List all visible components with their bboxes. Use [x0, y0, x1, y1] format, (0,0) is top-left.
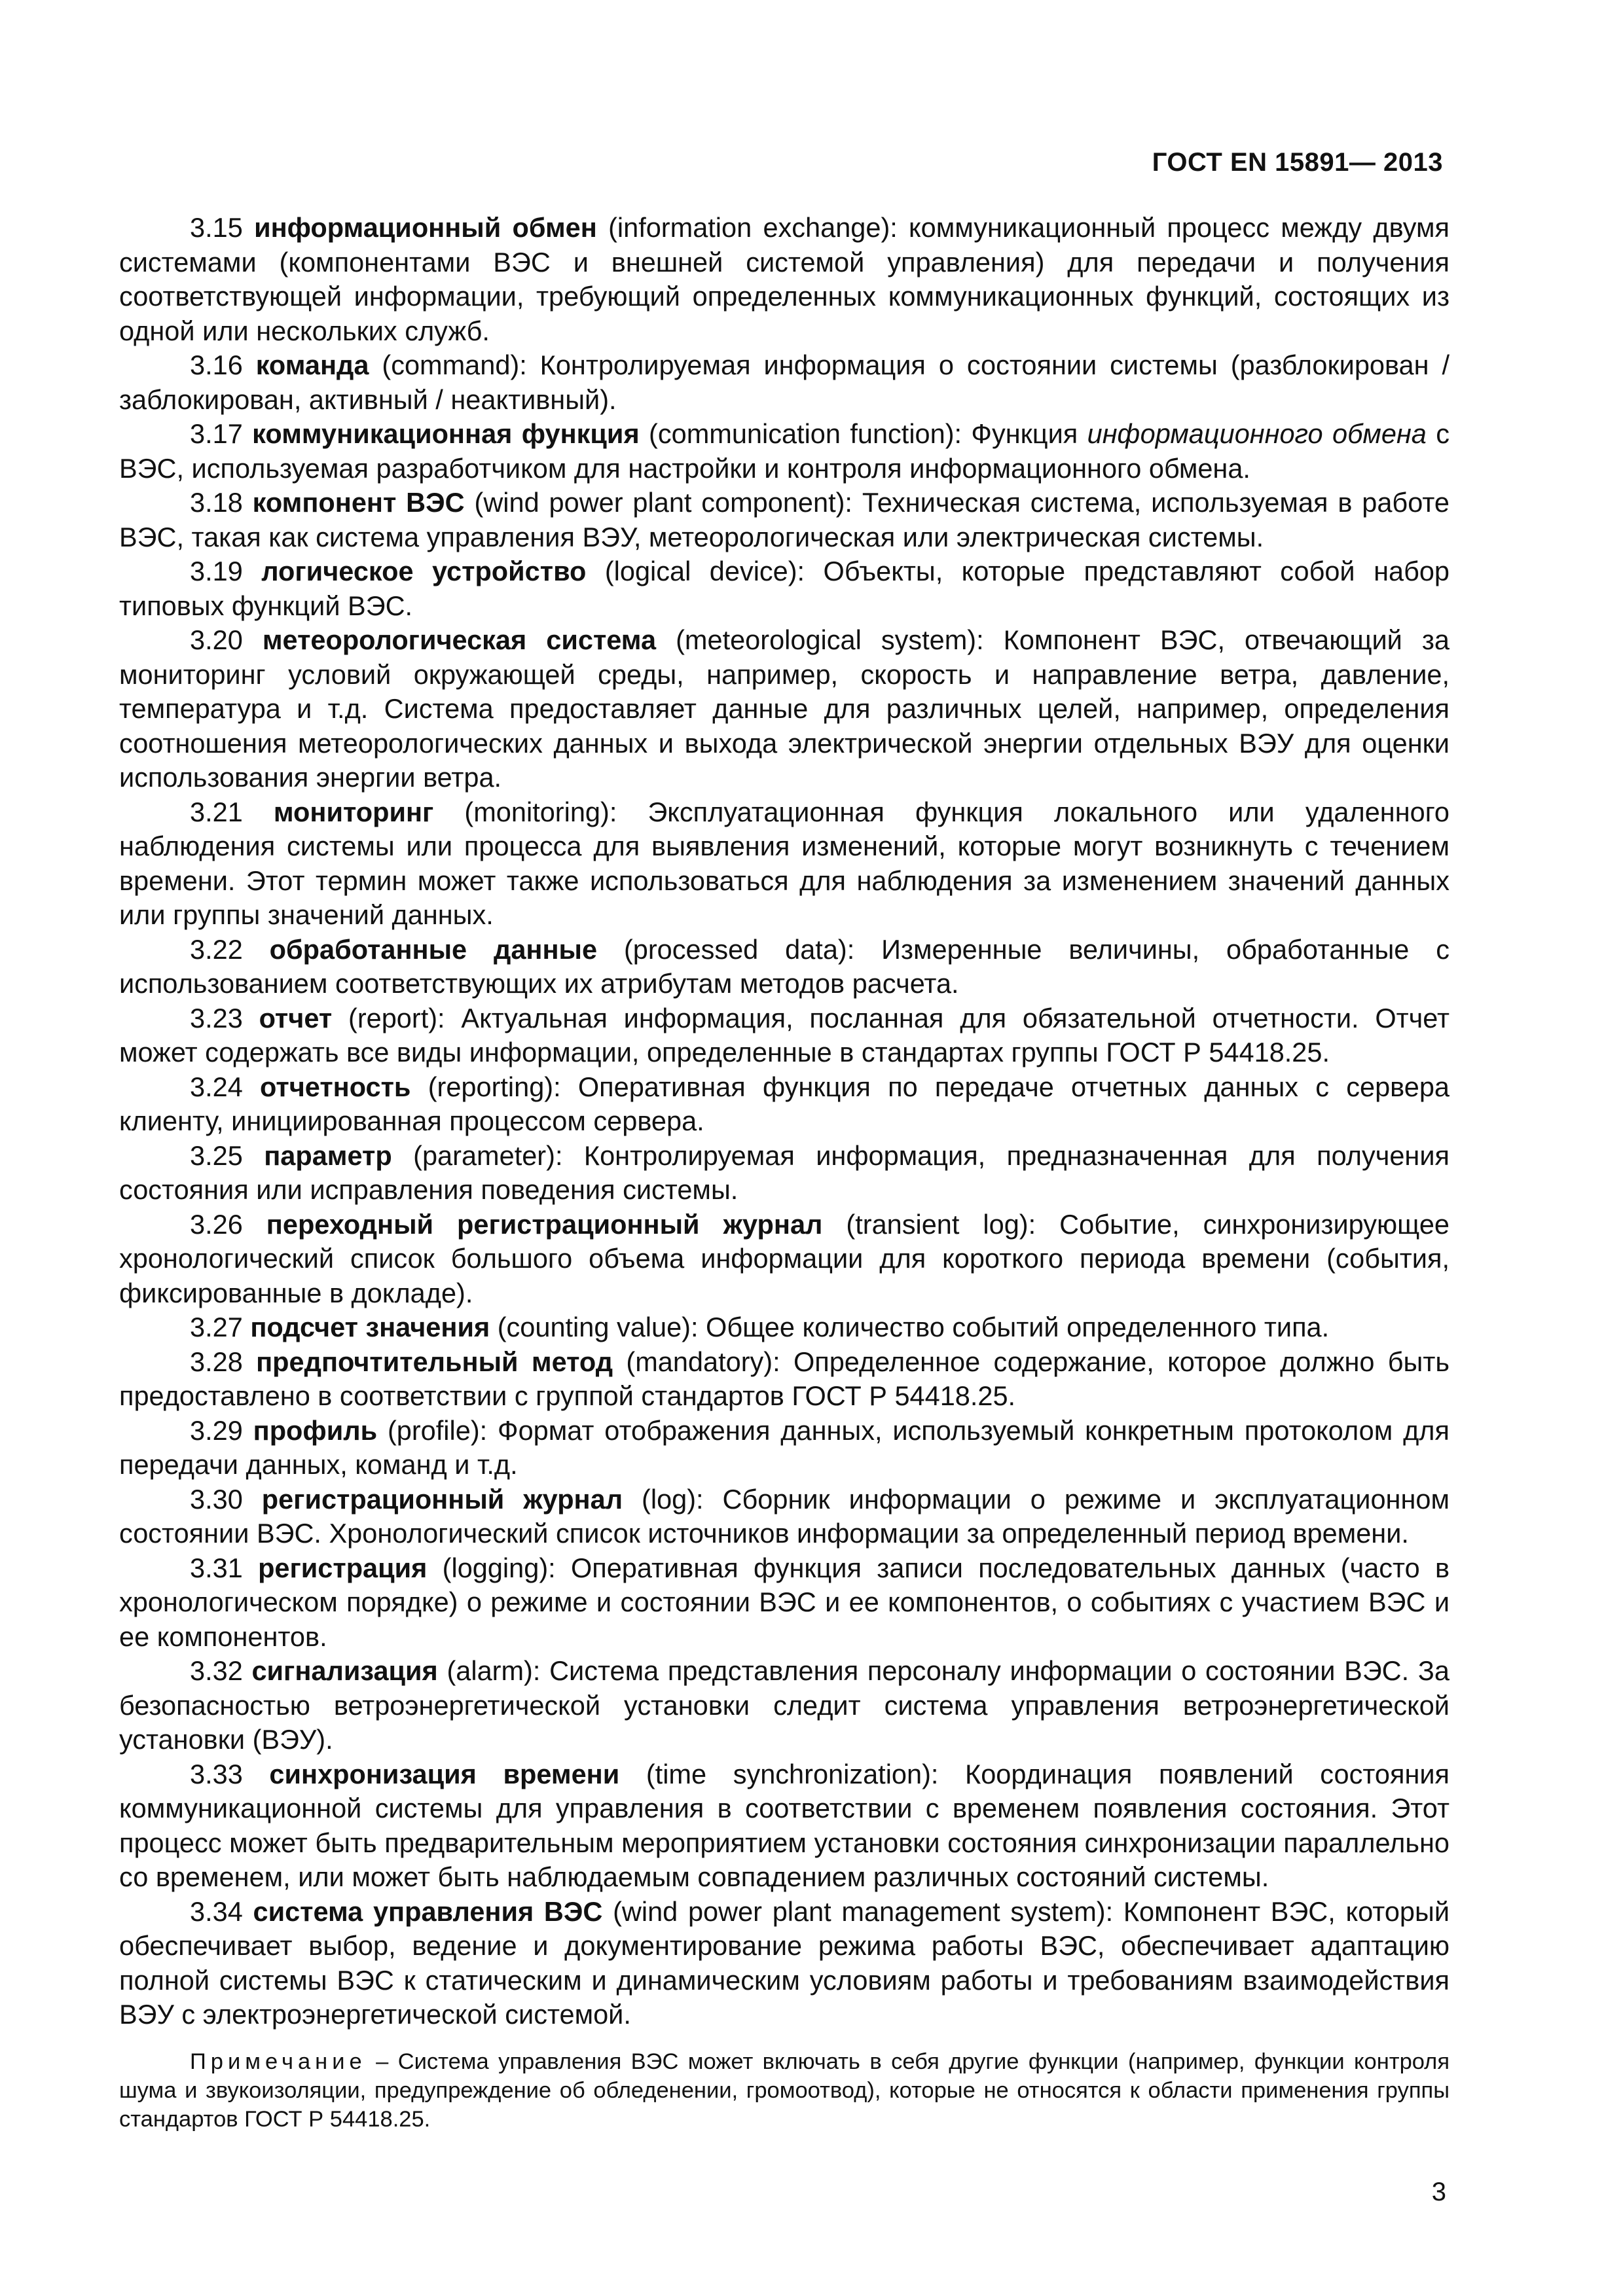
entry-number: 3.18	[190, 487, 243, 518]
entry-definition: (logging): Оперативная функция записи последовательных данных (часто в хронологическом порядке) о режиме и состоянии ВЭС и ее компонентов, о событиях с участием ВЭС и ее компонентов.	[119, 1552, 1450, 1652]
entry-term: отчет	[259, 1002, 333, 1033]
document-header: ГОСТ EN 15891— 2013	[1152, 148, 1443, 177]
note-text: – Система управления ВЭС может включать в себя другие функции (например, функции контроля шума и звукоизоляции, предупреждение об обледенении, громоотвод), которые не относятся к области применения группы стандартов ГОСТ Р 54418.25.	[119, 2049, 1450, 2132]
definition-entry	[119, 1001, 1450, 1070]
entry-definition: (mandatory): Определенное содержание, которое должно быть предоставлено в соответствии с группой стандартов ГОСТ Р 54418.25.	[119, 1346, 1450, 1411]
entry-number: 3.15	[190, 212, 243, 243]
entry-term: предпочтительный метод	[256, 1346, 613, 1377]
entry-term: отчетность	[260, 1071, 411, 1102]
entry-term: профиль	[253, 1414, 378, 1446]
definition-entry	[119, 554, 1450, 623]
entry-definition-italic: информационного обмена	[1087, 418, 1427, 449]
entry-definition: (log): Сборник информации о режиме и эксплуатационном состоянии ВЭС. Хронологический список источников информации за определенный период времени.	[119, 1483, 1450, 1549]
entry-definition: (parameter): Контролируемая информация, предназначенная для получения состояния или исправления поведения системы.	[119, 1139, 1450, 1205]
entry-definition: (profile): Формат отображения данных, используемый конкретным протоколом для передачи данных, команд и т.д.	[119, 1414, 1450, 1480]
entry-number: 3.25	[190, 1139, 243, 1171]
entry-term: синхронизация времени	[269, 1758, 620, 1789]
entry-number: 3.17	[190, 418, 243, 449]
entry-term: мониторинг	[273, 796, 434, 827]
note	[119, 2047, 1450, 2134]
entry-number: 3.21	[190, 796, 243, 827]
entry-number: 3.33	[190, 1758, 243, 1789]
entry-number: 3.22	[190, 933, 243, 965]
definition-entry	[119, 486, 1450, 554]
entry-number: 3.19	[190, 556, 243, 586]
definition-entry	[119, 211, 1450, 348]
definition-entry	[119, 1654, 1450, 1757]
entry-definition: (monitoring): Эксплуатационная функция локального или удаленного наблюдения системы или процесса для выявления изменений, которые могут возникнуть с течением времени. Этот термин может также использоваться для наблюдения за изменением значений данных или группы значений данных.	[119, 796, 1450, 930]
entry-number: 3.23	[190, 1002, 243, 1033]
entry-definition: (meteorological system): Компонент ВЭС, отвечающий за мониторинг условий окружающей среды, например, скорость и направление ветра, давление, температура и т.д. Система предоставляет данные для различных целей, например, определения соотношения метеорологических данных и выхода электрической энергии отдельных ВЭУ для оценки использования энергии ветра.	[119, 624, 1450, 793]
entry-definition: (information exchange): коммуникационный процесс между двумя системами (компонентами ВЭС и внешней системой управления) для передачи и получения соответствующей информации, требующий определенных коммуникационных функций, состоящих из одной или нескольких служб.	[119, 212, 1450, 346]
entry-definition: (counting value): Общее количество событий определенного типа.	[490, 1312, 1330, 1342]
entry-number: 3.30	[190, 1483, 243, 1515]
entry-definition: (communication function): Функция	[639, 418, 1087, 449]
entry-term: сигнализация	[251, 1655, 438, 1686]
definition-entry	[119, 1551, 1450, 1655]
definition-entry	[119, 1139, 1450, 1208]
entry-term: обработанные данные	[269, 933, 598, 965]
entry-term: логическое устройство	[261, 556, 587, 586]
definition-entry	[119, 1070, 1450, 1139]
entry-definition: (time synchronization): Координация появлений состояния коммуникационной системы для управления в соответствии с временем появления состояния. Этот процесс может быть предварительным мероприятием установки состояния синхронизации параллельно со временем, или может быть наблюдаемым совпадением различных состояний системы.	[119, 1758, 1450, 1892]
entry-definition-continued: с ВЭС, используемая разработчиком для настройки и контроля информационного обмена.	[119, 418, 1450, 484]
entry-definition: (wind power plant component): Техническая система, используемая в работе ВЭС, такая как система управления ВЭУ, метеорологическая или электрическая системы.	[119, 487, 1450, 552]
entry-definition: (transient log): Событие, синхронизирующее хронологический список большого объема информации для короткого периода времени (события, фиксированные в докладе).	[119, 1208, 1450, 1308]
entry-number: 3.24	[190, 1071, 243, 1102]
entry-number: 3.20	[190, 624, 243, 655]
page-number: 3	[1431, 2178, 1446, 2206]
entry-term: регистрационный журнал	[261, 1483, 623, 1515]
entry-number: 3.31	[190, 1552, 243, 1583]
entry-term: метеорологическая система	[262, 624, 657, 655]
entry-term: подсчет значения	[250, 1312, 490, 1342]
entry-definition: (wind power plant management system): Компонент ВЭС, который обеспечивает выбор, ведение и документирование режима работы ВЭС, обеспечивает адаптацию полной системы ВЭС к статическим и динамическим условиям работы и требованиям взаимодействия ВЭУ с электроэнергетической системой.	[119, 1895, 1450, 2030]
definition-entry	[119, 348, 1450, 417]
entry-term: информационный обмен	[254, 212, 597, 243]
definition-entry	[119, 1345, 1450, 1414]
entry-definition: (reporting): Оперативная функция по передаче отчетных данных с сервера клиенту, инициированная процессом сервера.	[119, 1071, 1450, 1136]
entry-number: 3.27	[190, 1312, 243, 1342]
entry-term: параметр	[264, 1139, 392, 1171]
entry-term: система управления ВЭС	[253, 1895, 603, 1927]
entry-term: компонент ВЭС	[252, 487, 465, 518]
entry-number: 3.29	[190, 1414, 243, 1446]
note-label: Примечание	[190, 2049, 367, 2074]
definition-entry	[119, 1414, 1450, 1482]
entry-definition: (command): Контролируемая информация о состоянии системы (разблокирован / заблокирован, активный / неактивный).	[119, 350, 1450, 415]
entry-definition: (report): Актуальная информация, посланная для обязательной отчетности. Отчет может содержать все виды информации, определенные в стандартах группы ГОСТ Р 54418.25.	[119, 1002, 1450, 1067]
entry-number: 3.34	[190, 1895, 243, 1927]
definition-entry	[119, 933, 1450, 1001]
entry-definition: (logical device): Объекты, которые представляют собой набор типовых функций ВЭС.	[119, 556, 1450, 621]
entry-term: команда	[255, 350, 369, 380]
entry-term: коммуникационная функция	[252, 418, 640, 449]
definition-entry	[119, 1895, 1450, 2032]
definition-entry	[119, 1482, 1450, 1551]
entry-number: 3.26	[190, 1208, 243, 1240]
document-body	[119, 211, 1450, 2134]
definition-entry	[119, 1310, 1450, 1345]
entry-number: 3.32	[190, 1655, 243, 1686]
entry-term: регистрация	[258, 1552, 428, 1583]
entry-number: 3.28	[190, 1346, 243, 1377]
entry-definition: (alarm): Система представления персоналу информации о состоянии ВЭС. За безопасностью ветроэнергетической установки следит система управления ветроэнергетической установки (ВЭУ).	[119, 1655, 1450, 1755]
definition-entry	[119, 623, 1450, 795]
definition-entry	[119, 1757, 1450, 1895]
definitions-list	[119, 211, 1450, 2032]
entry-definition: (processed data): Измеренные величины, обработанные с использованием соответствующих их атрибутам методов расчета.	[119, 933, 1450, 999]
definition-entry	[119, 1208, 1450, 1311]
definition-entry	[119, 417, 1450, 486]
entry-term: переходный регистрационный журнал	[266, 1208, 823, 1240]
definition-entry	[119, 795, 1450, 933]
entry-number: 3.16	[190, 350, 243, 380]
